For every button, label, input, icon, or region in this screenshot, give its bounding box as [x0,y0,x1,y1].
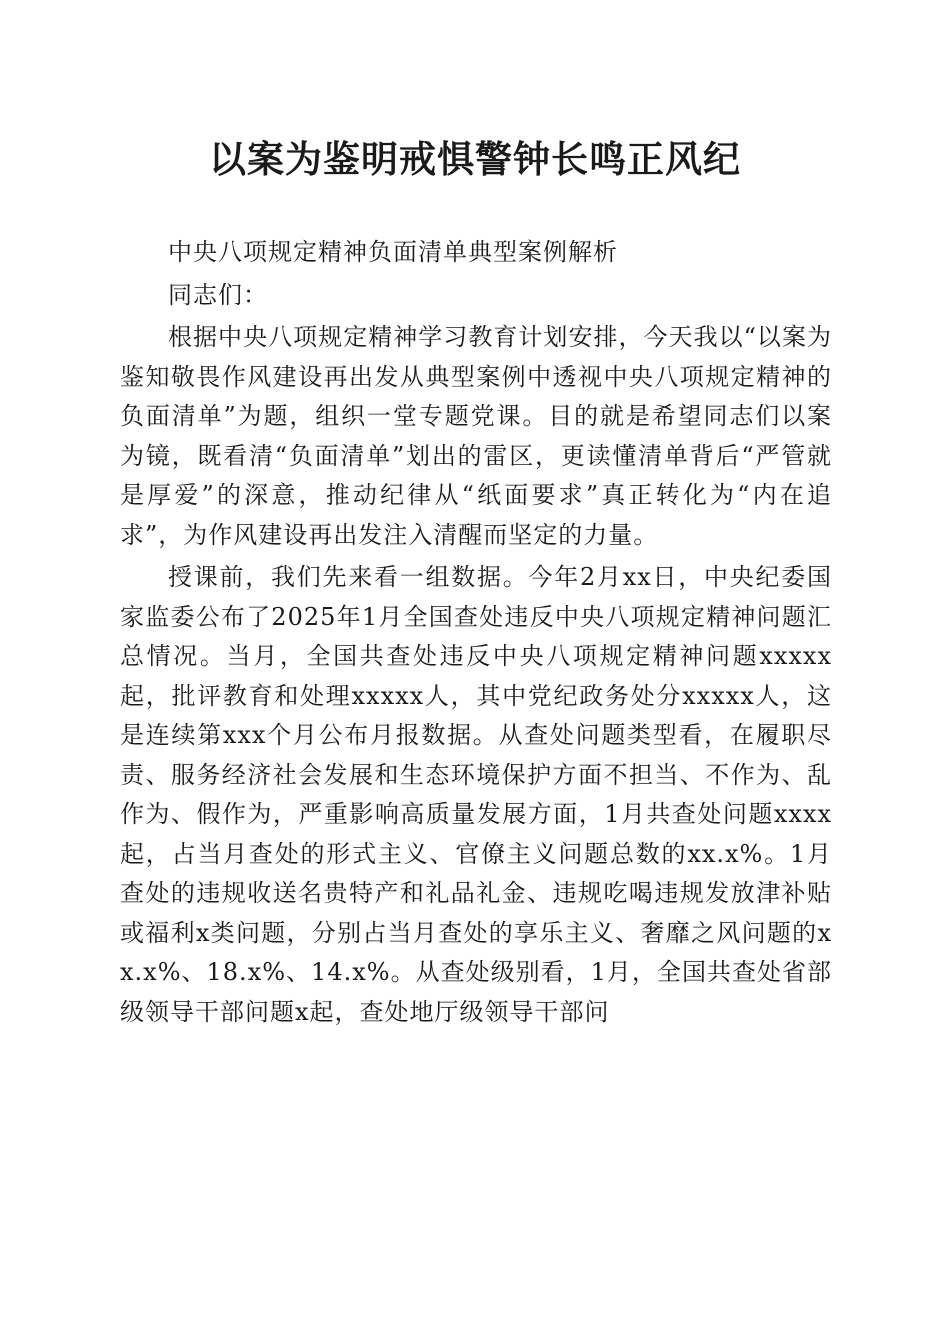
subtitle-line: 中央八项规定精神负面清单典型案例解析 [168,238,618,266]
body-paragraph: 授课前，我们先来看一组数据。今年2月xx日，中央纪委国家监委公布了2025年1月全国查处违反中央八项规定精神问题汇总情况。当月，全国共查处违反中央八项规定精神问题xxxxx起，批评教育和处理xxxxx人，其中党纪政务处分xxxxx人，这是连续第xxx个月公布月报数据。从查处问题类型看，在履职尽责、服务经济社会发展和生态环境保护方面不担当、不作为、乱作为、假作为，严重影响高质量发展方面，1月共查处问题xxxx起，占当月查处的形式主义、官僚主义问题总数的xx.x%。1月查处的违规收送名贵特产和礼品礼金、违规吃喝违规发放津补贴或福利x类问题，分别占当月查处的享乐主义、奢靡之风问题的xx.x%、18.x%、14.x%。从查处级别看，1月，全国共查处省部级领导干部问题x起，查处地厅级领导干部问 [120,563,832,1026]
document-title: 以案为鉴明戒惧警钟长鸣正风纪 [209,137,741,181]
document-body [120,233,832,1032]
body-paragraph: 根据中央八项规定精神学习教育计划安排，今天我以“以案为鉴知敬畏作风建设再出发从典型案例中透视中央八项规定精神的负面清单”为题，组织一堂专题党课。目的就是希望同志们以案为镜，既看清“负面清单”划出的雷区，更读懂清单背后“严管就是厚爱”的深意，推动纪律从“纸面要求”真正转化为“内在追求”，为作风建设再出发注入清醒而坚定的力量。 [120,323,832,549]
salutation-line: 同志们： [168,280,268,309]
